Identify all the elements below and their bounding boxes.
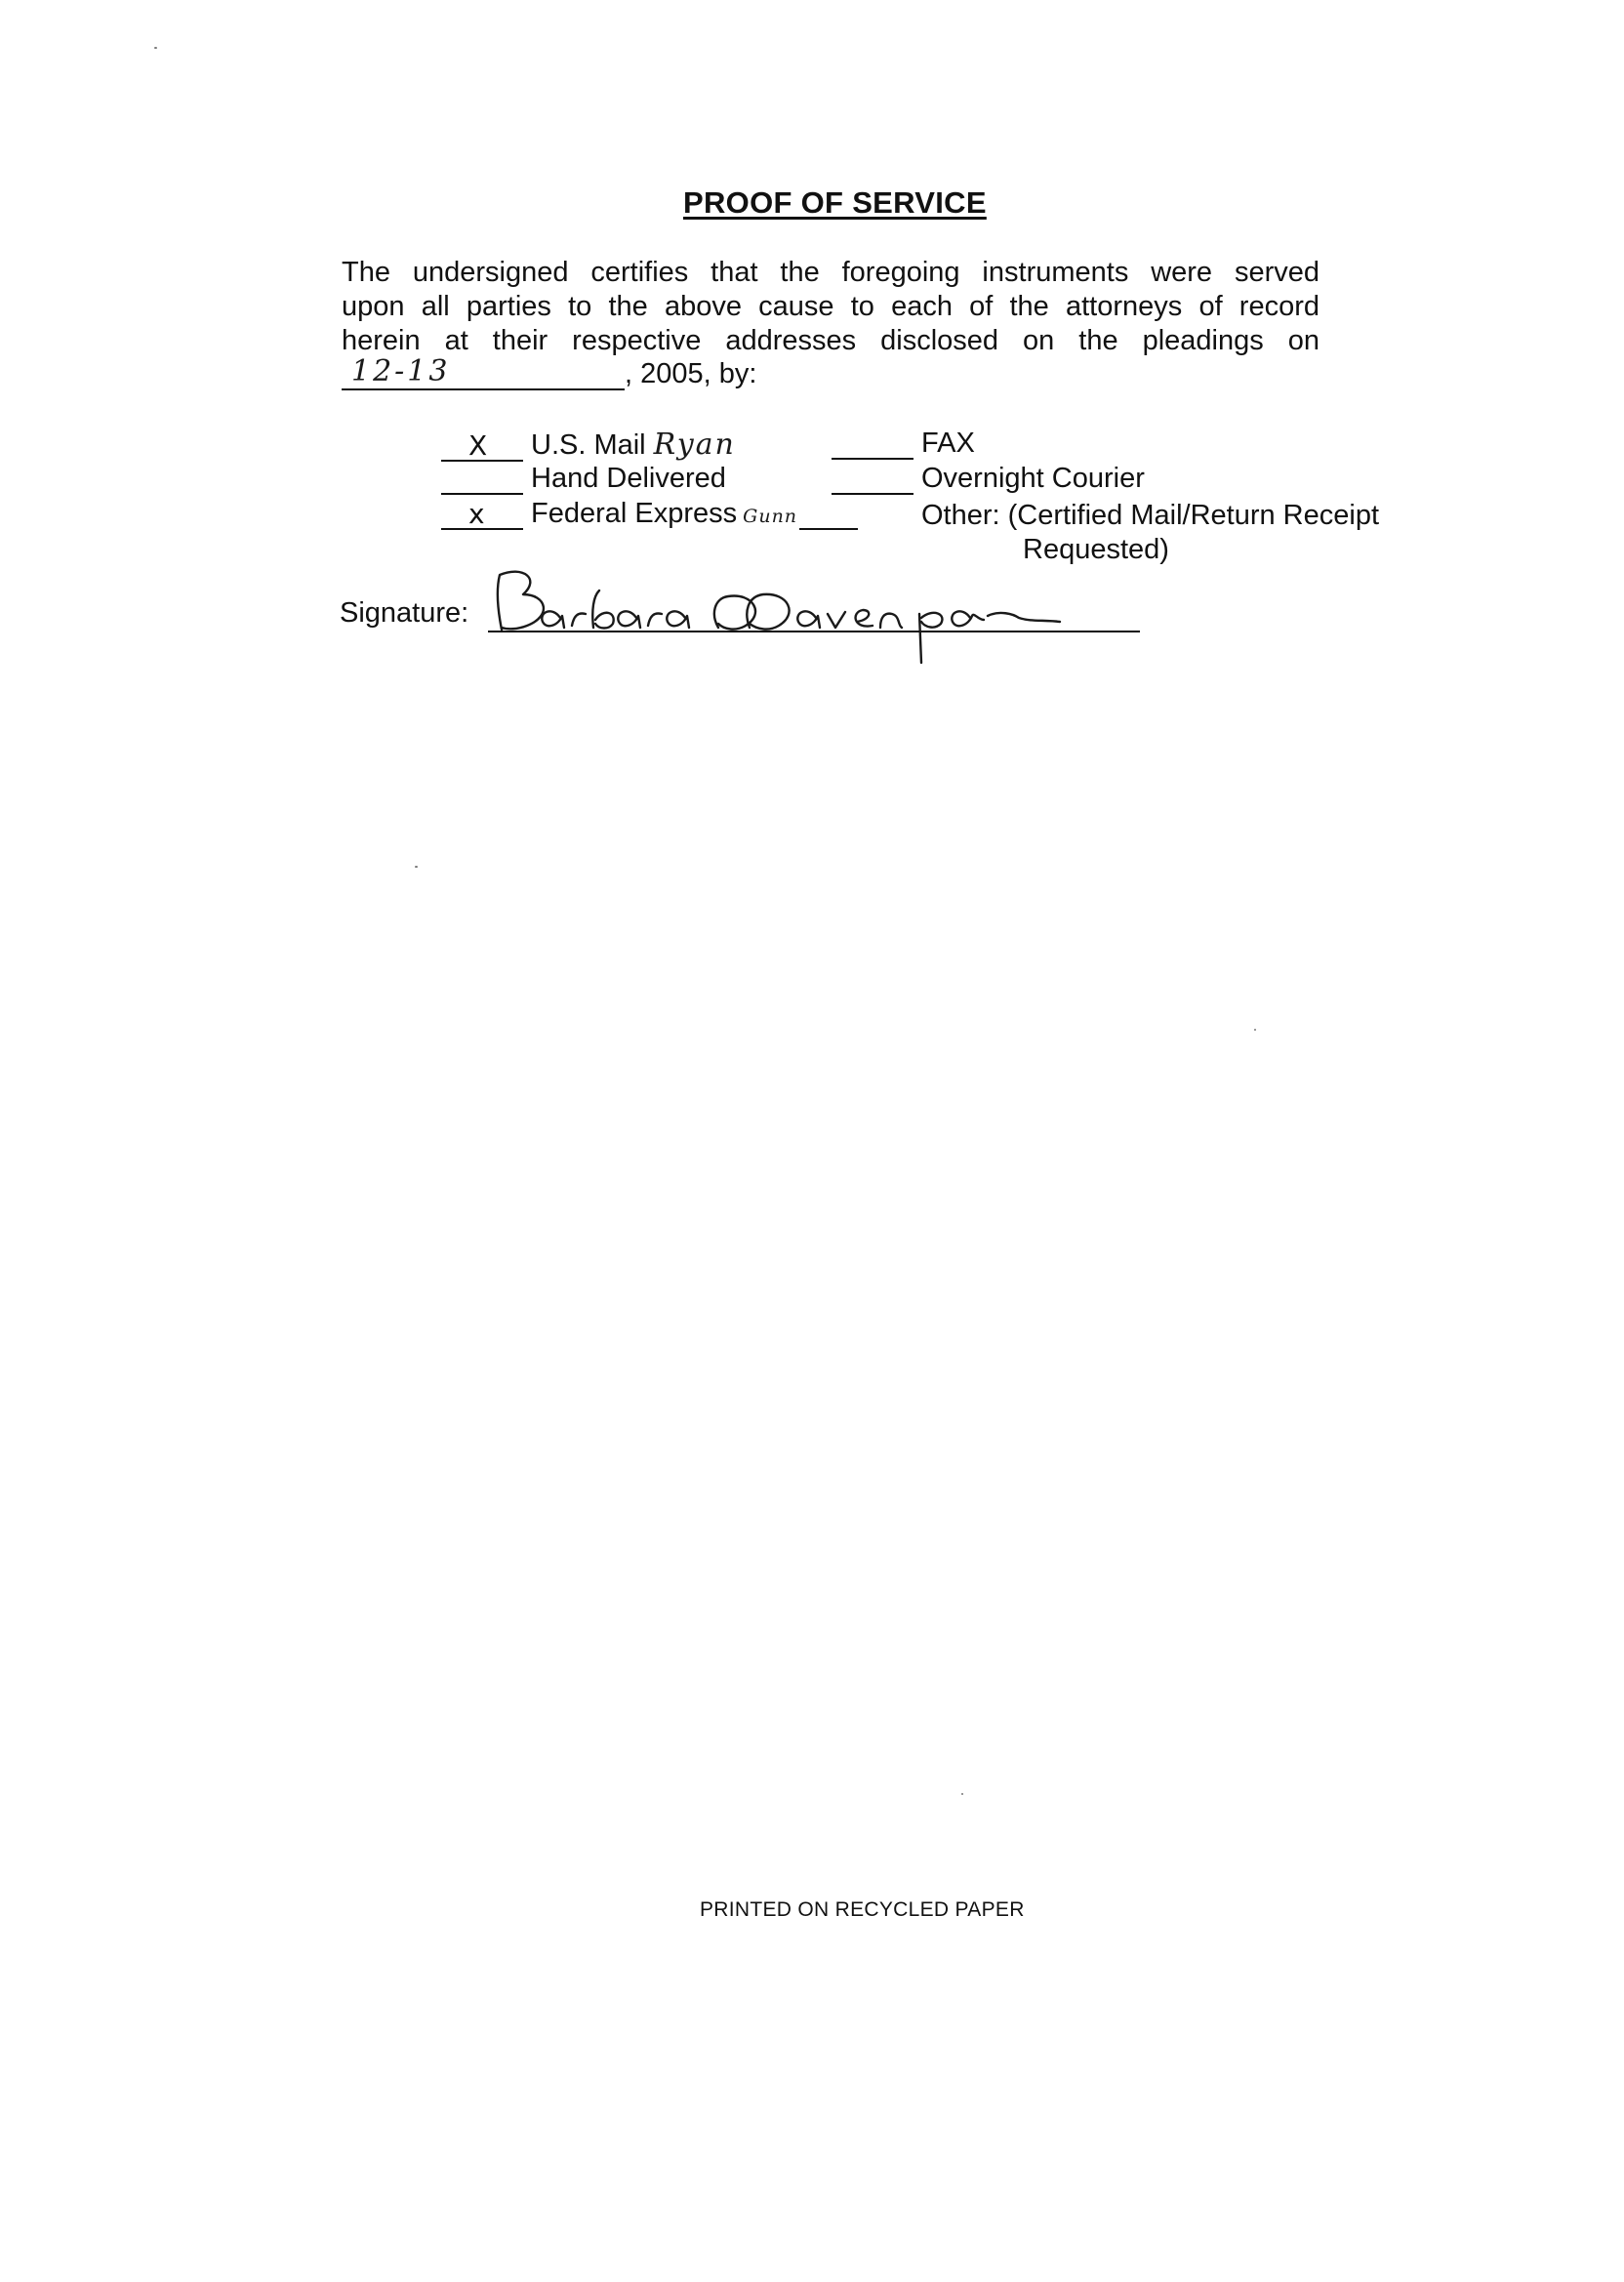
us-mail-checkbox-blank	[441, 429, 523, 462]
certification-line-1: The undersigned certifies that the foregoing instruments were served	[342, 257, 1320, 288]
overnight-courier-label: Overnight Courier	[921, 463, 1145, 494]
fax-checkbox-blank	[832, 430, 914, 460]
signature-label: Signature:	[340, 597, 469, 629]
federal-express-mark: x	[468, 498, 485, 530]
scan-speck	[154, 47, 157, 49]
document-title: PROOF OF SERVICE	[683, 185, 987, 220]
recycled-paper-footer: PRINTED ON RECYCLED PAPER	[700, 1898, 1025, 1921]
scan-speck	[1254, 1029, 1256, 1031]
service-option-fax	[832, 428, 975, 463]
service-option-overnight-courier	[832, 463, 1145, 498]
other-label: Other: (Certified Mail/Return Receipt	[921, 500, 1379, 531]
service-option-federal-express	[441, 498, 866, 533]
service-date-handwritten: 12-13	[351, 354, 451, 388]
federal-express-label: Federal Express	[531, 498, 738, 529]
federal-express-handwritten-note: Gunn	[743, 506, 798, 527]
fax-label: FAX	[921, 428, 975, 459]
scan-speck	[961, 1793, 963, 1795]
overnight-courier-checkbox-blank	[832, 466, 914, 495]
hand-delivered-label: Hand Delivered	[531, 463, 726, 494]
certification-paragraph	[342, 256, 1320, 358]
other-label-continued: Requested)	[1023, 534, 1169, 565]
us-mail-handwritten-note: Ryan	[653, 428, 736, 462]
us-mail-label: U.S. Mail	[531, 429, 646, 461]
federal-express-checkbox-blank	[441, 498, 523, 530]
service-date-line	[342, 354, 757, 393]
service-option-other	[921, 500, 1379, 535]
service-date-blank	[342, 354, 625, 390]
hand-delivered-checkbox-blank	[441, 466, 523, 495]
signature-handwritten	[484, 561, 1157, 669]
service-date-suffix: , 2005, by:	[625, 358, 757, 389]
us-mail-mark: X	[468, 429, 488, 462]
certification-line-2: upon all parties to the above cause to each of the attorneys of record	[342, 291, 1320, 322]
certification-line-3: herein at their respective addresses disclosed on the pleadings on	[342, 325, 1320, 356]
service-option-us-mail	[441, 428, 736, 463]
service-option-hand-delivered	[441, 463, 726, 498]
signature-scribble	[484, 561, 1157, 669]
federal-express-trailing-line	[799, 501, 858, 530]
scan-speck	[415, 866, 418, 868]
